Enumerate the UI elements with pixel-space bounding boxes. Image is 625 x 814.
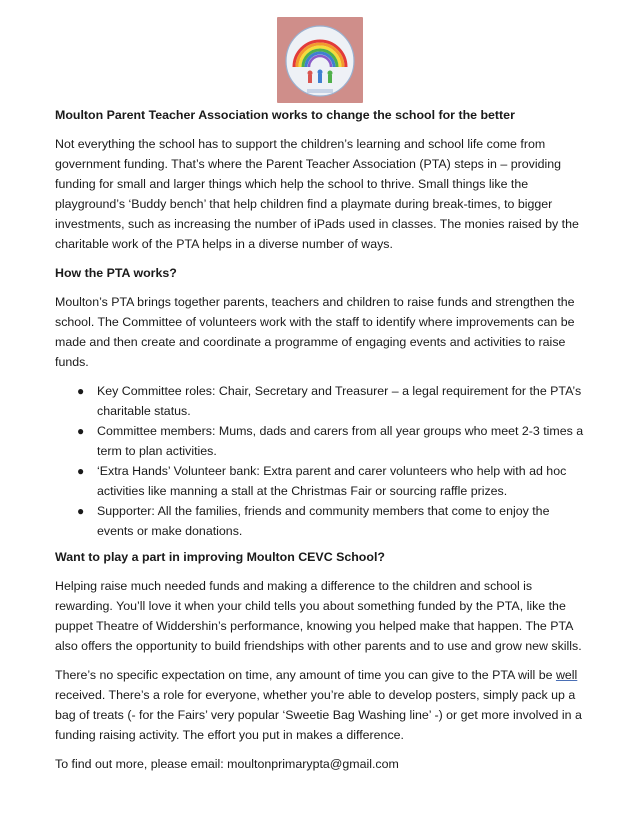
how-pta-works-paragraph: Moulton’s PTA brings together parents, teachers and children to raise funds and strengthen the school. The Committee of volunteers work with the staff to identify where improvements can be made and then create and coordinate a programme of engaging events and activities to raise funds.: [55, 295, 575, 369]
contact-line: To find out more, please email: moultonprimarypta@gmail.com: [55, 757, 399, 771]
intro-paragraph: Not everything the school has to support the children’s learning and school life come from government funding. That’s where the Parent Teacher Association (PTA) steps in – providing funding for small and larger things which help the school to thrive. Small things like the playground’s ‘Buddy bench’ that help children find a playmate during break-times, to bigger investments, such as increasing the number of iPads used in classes. The monies raised by the charitable work of the PTA helps in a diverse number of ways.: [55, 137, 579, 251]
rainbow-logo-icon: [277, 17, 363, 103]
roles-list: [55, 381, 585, 541]
bullet-icon: ●: [77, 384, 85, 398]
bullet-icon: ●: [77, 464, 85, 478]
time-commitment-paragraph: There’s no specific expectation on time, any amount of time you can give to the PTA will be well received. There’s a role for everyone, whether you’re able to develop posters, simply pack up a bag of treats (- for the Fairs’ very popular ‘Sweetie Bag Washing line’ -) or get more involved in a funding raising activity. The effort you put in makes a difference.: [55, 668, 582, 742]
document-body: [55, 105, 585, 783]
bullet-icon: ●: [77, 424, 85, 438]
list-item: ● Committee members: Mums, dads and carers from all year groups who meet 2-3 times a term to plan activities.: [97, 421, 585, 461]
section-heading-how-pta-works: How the PTA works?: [55, 266, 177, 280]
play-a-part-paragraph: Helping raise much needed funds and making a difference to the children and school is rewarding. You’ll love it when your child tells you about something funded by the PTA, like the puppet Theatre of Widdershin’s performance, knowing you helped make that happen. The PTA also offers the opportunity to build friendships with other parents and to use and grow new skills.: [55, 579, 582, 653]
page-title: Moulton Parent Teacher Association works to change the school for the better: [55, 108, 515, 122]
list-item: ● Key Committee roles: Chair, Secretary and Treasurer – a legal requirement for the PTA’s charitable status.: [97, 381, 585, 421]
section-heading-play-a-part: Want to play a part in improving Moulton CEVC School?: [55, 550, 385, 564]
list-item: ● Supporter: All the families, friends and community members that come to enjoy the events or make donations.: [97, 501, 585, 541]
underlined-word: well: [555, 668, 578, 682]
list-item: ● ‘Extra Hands’ Volunteer bank: Extra parent and carer volunteers who help with ad hoc activities like manning a stall at the Christmas Fair or sourcing raffle prizes.: [97, 461, 585, 501]
school-pta-logo: [277, 17, 363, 103]
bullet-icon: ●: [77, 504, 85, 518]
